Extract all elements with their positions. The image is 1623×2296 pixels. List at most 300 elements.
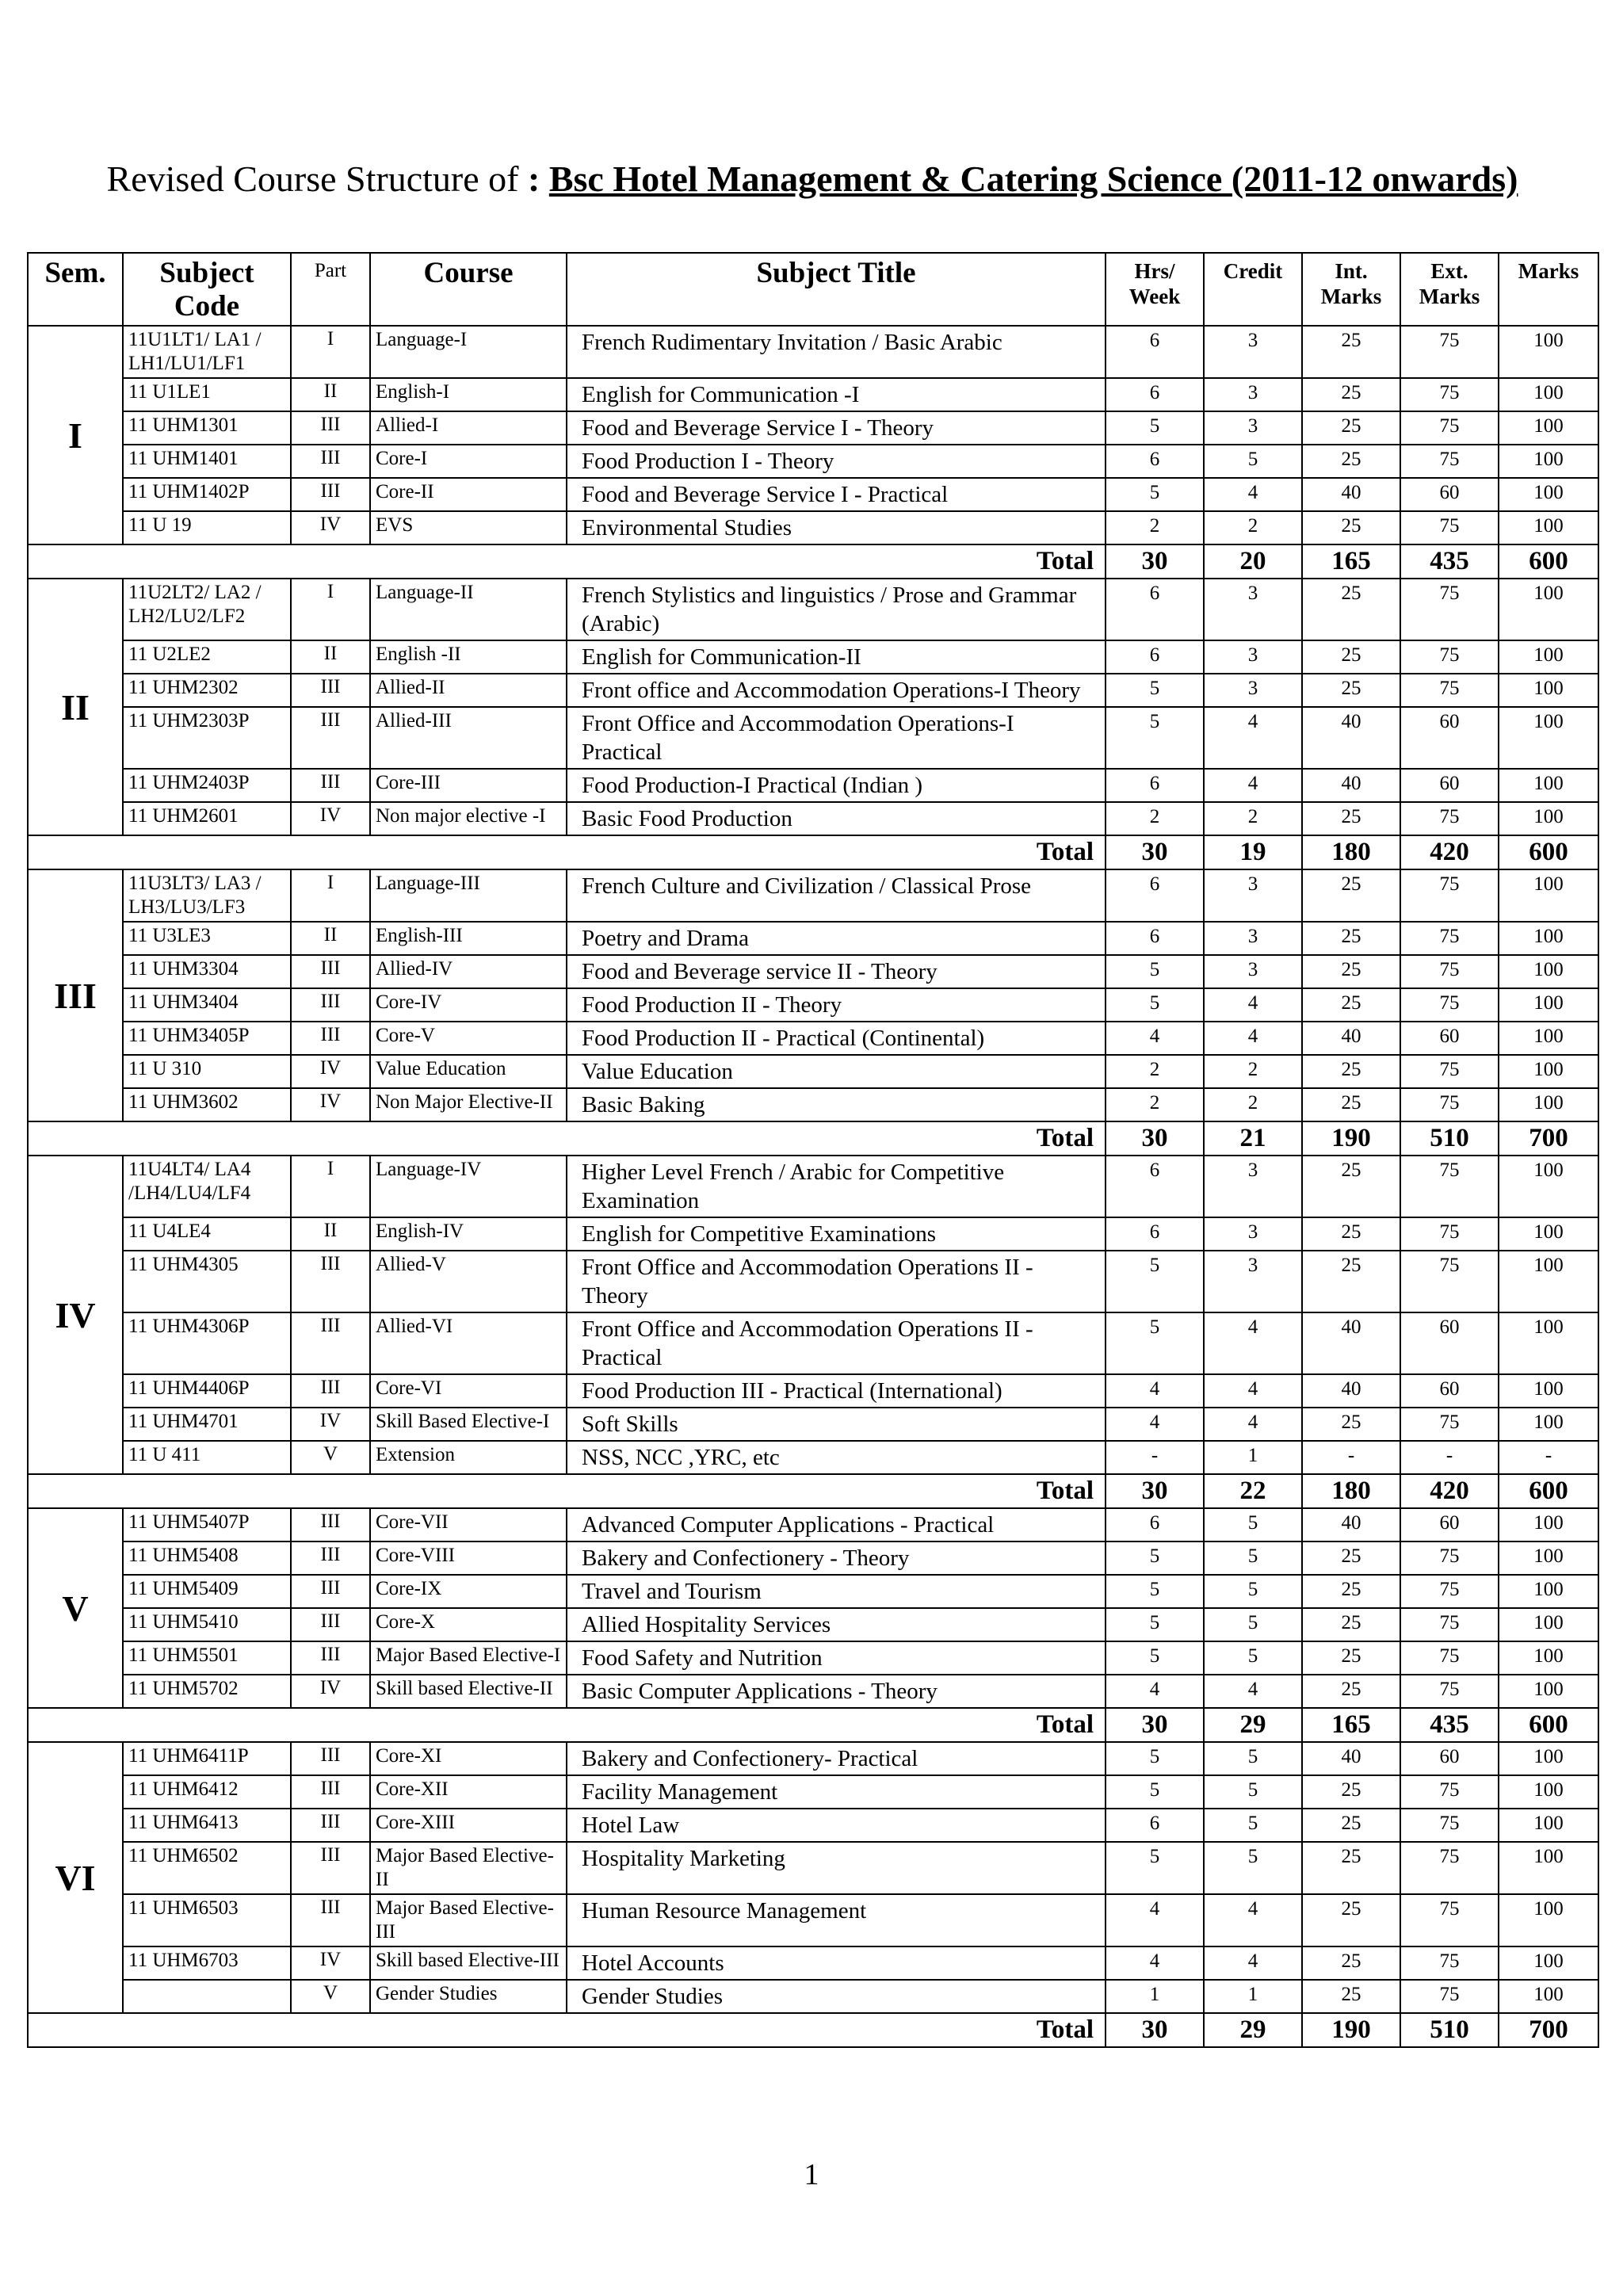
cell-code: 11 UHM2403P (123, 769, 291, 802)
total-ext: 435 (1400, 544, 1499, 579)
cell-title: Hotel Accounts (567, 1946, 1106, 1980)
cell-int: 25 (1302, 1217, 1400, 1251)
cell-hrs: 5 (1106, 1541, 1204, 1575)
cell-part: IV (291, 1946, 370, 1980)
cell-code: 11 UHM4406P (123, 1374, 291, 1408)
cell-title: Gender Studies (567, 1980, 1106, 2013)
cell-int: 25 (1302, 1641, 1400, 1675)
total-hrs: 30 (1106, 1708, 1204, 1742)
cell-marks: 100 (1499, 1775, 1598, 1809)
cell-hrs: 5 (1106, 988, 1204, 1022)
cell-course: Core-I (370, 445, 567, 478)
title-prefix: Revised Course Structure of (106, 159, 519, 199)
cell-title: Advanced Computer Applications - Practical (567, 1508, 1106, 1541)
cell-title: English for Communication-II (567, 640, 1106, 674)
cell-code: 11 U1LE1 (123, 378, 291, 411)
semester-label: VI (28, 1742, 123, 2013)
cell-int: 25 (1302, 1980, 1400, 2013)
total-int: 180 (1302, 1474, 1400, 1508)
cell-code: 11 UHM4306P (123, 1312, 291, 1374)
cell-credit: 5 (1204, 445, 1302, 478)
cell-part: III (291, 1575, 370, 1608)
cell-credit: 4 (1204, 1894, 1302, 1946)
cell-int: 25 (1302, 1575, 1400, 1608)
cell-part: IV (291, 1055, 370, 1088)
cell-ext: 60 (1400, 1508, 1499, 1541)
cell-part: III (291, 1374, 370, 1408)
cell-credit: 5 (1204, 1508, 1302, 1541)
cell-credit: 3 (1204, 579, 1302, 640)
cell-int: 25 (1302, 1675, 1400, 1708)
cell-part: III (291, 478, 370, 511)
cell-title: Value Education (567, 1055, 1106, 1088)
cell-course: Core-X (370, 1608, 567, 1641)
cell-part: III (291, 1894, 370, 1946)
table-row (28, 707, 1598, 769)
cell-ext: 75 (1400, 1575, 1499, 1608)
cell-part: IV (291, 1408, 370, 1441)
total-ext: 435 (1400, 1708, 1499, 1742)
cell-code: 11 UHM4305 (123, 1251, 291, 1312)
cell-hrs: 5 (1106, 1251, 1204, 1312)
total-marks: 600 (1499, 1708, 1598, 1742)
cell-int: 40 (1302, 769, 1400, 802)
cell-credit: 4 (1204, 1675, 1302, 1708)
cell-ext: 75 (1400, 640, 1499, 674)
cell-marks: 100 (1499, 1541, 1598, 1575)
total-ext: 510 (1400, 2013, 1499, 2047)
cell-credit: 4 (1204, 988, 1302, 1022)
table-body (28, 326, 1598, 2047)
cell-int: 25 (1302, 1946, 1400, 1980)
cell-ext: 75 (1400, 802, 1499, 835)
cell-title: Hospitality Marketing (567, 1842, 1106, 1894)
table-row (28, 378, 1598, 411)
cell-marks: 100 (1499, 1675, 1598, 1708)
cell-int: 25 (1302, 1608, 1400, 1641)
cell-int: 25 (1302, 1775, 1400, 1809)
cell-course: English-I (370, 378, 567, 411)
cell-part: III (291, 1641, 370, 1675)
cell-int: 25 (1302, 955, 1400, 988)
cell-code: 11 UHM3404 (123, 988, 291, 1022)
cell-part: III (291, 988, 370, 1022)
cell-part: III (291, 1742, 370, 1775)
cell-code: 11 UHM2601 (123, 802, 291, 835)
total-marks: 600 (1499, 544, 1598, 579)
cell-course: EVS (370, 511, 567, 544)
cell-int: 40 (1302, 1374, 1400, 1408)
cell-ext: 75 (1400, 1608, 1499, 1641)
cell-ext: 75 (1400, 1946, 1499, 1980)
cell-title: French Rudimentary Invitation / Basic Arabic (567, 326, 1106, 378)
cell-ext: 75 (1400, 1541, 1499, 1575)
cell-title: Food Production I - Theory (567, 445, 1106, 478)
cell-title: Food Safety and Nutrition (567, 1641, 1106, 1675)
cell-int: 25 (1302, 869, 1400, 922)
cell-marks: 100 (1499, 1408, 1598, 1441)
cell-course: Allied-V (370, 1251, 567, 1312)
cell-int: 25 (1302, 1251, 1400, 1312)
cell-marks: 100 (1499, 1641, 1598, 1675)
cell-marks: 100 (1499, 511, 1598, 544)
cell-ext: - (1400, 1441, 1499, 1474)
table-row (28, 922, 1598, 955)
cell-credit: 5 (1204, 1608, 1302, 1641)
cell-course: Core-III (370, 769, 567, 802)
cell-course: Language-II (370, 579, 567, 640)
total-marks: 700 (1499, 2013, 1598, 2047)
cell-code: 11 UHM3304 (123, 955, 291, 988)
table-row (28, 1894, 1598, 1946)
total-credit: 20 (1204, 544, 1302, 579)
cell-course: Core-VI (370, 1374, 567, 1408)
cell-credit: 4 (1204, 707, 1302, 769)
cell-course: Language-IV (370, 1156, 567, 1217)
cell-credit: 2 (1204, 1055, 1302, 1088)
cell-title: Front Office and Accommodation Operations-I Practical (567, 707, 1106, 769)
cell-course: Core-XI (370, 1742, 567, 1775)
cell-marks: 100 (1499, 1842, 1598, 1894)
cell-part: III (291, 1809, 370, 1842)
cell-int: 40 (1302, 707, 1400, 769)
cell-title: Front office and Accommodation Operations-I Theory (567, 674, 1106, 707)
cell-code (123, 1980, 291, 2013)
cell-credit: 3 (1204, 326, 1302, 378)
cell-part: III (291, 707, 370, 769)
cell-marks: 100 (1499, 1312, 1598, 1374)
cell-title: French Culture and Civilization / Classical Prose (567, 869, 1106, 922)
cell-hrs: 1 (1106, 1980, 1204, 2013)
cell-credit: 3 (1204, 1217, 1302, 1251)
table-row (28, 1251, 1598, 1312)
cell-int: 40 (1302, 1022, 1400, 1055)
header-title: Subject Title (567, 253, 1106, 326)
cell-code: 11 UHM5702 (123, 1675, 291, 1708)
cell-int: 25 (1302, 802, 1400, 835)
cell-credit: 3 (1204, 955, 1302, 988)
cell-course: English-IV (370, 1217, 567, 1251)
cell-marks: 100 (1499, 1508, 1598, 1541)
cell-int: 25 (1302, 411, 1400, 445)
cell-ext: 75 (1400, 511, 1499, 544)
cell-marks: 100 (1499, 378, 1598, 411)
cell-code: 11U2LT2/ LA2 / LH2/LU2/LF2 (123, 579, 291, 640)
cell-credit: 5 (1204, 1541, 1302, 1575)
cell-ext: 75 (1400, 411, 1499, 445)
table-row (28, 1156, 1598, 1217)
table-row (28, 674, 1598, 707)
cell-title: Allied Hospitality Services (567, 1608, 1106, 1641)
cell-hrs: 2 (1106, 511, 1204, 544)
table-row (28, 640, 1598, 674)
cell-code: 11 U2LE2 (123, 640, 291, 674)
cell-hrs: 6 (1106, 922, 1204, 955)
cell-hrs: 5 (1106, 1641, 1204, 1675)
table-row (28, 579, 1598, 640)
total-row (28, 835, 1598, 869)
cell-course: Core-IV (370, 988, 567, 1022)
cell-hrs: 6 (1106, 1809, 1204, 1842)
cell-hrs: 4 (1106, 1022, 1204, 1055)
cell-int: 25 (1302, 378, 1400, 411)
total-hrs: 30 (1106, 2013, 1204, 2047)
cell-code: 11 UHM6502 (123, 1842, 291, 1894)
header-int: Int. Marks (1302, 253, 1400, 326)
cell-part: V (291, 1980, 370, 2013)
cell-ext: 75 (1400, 445, 1499, 478)
table-row (28, 1022, 1598, 1055)
cell-marks: 100 (1499, 1088, 1598, 1121)
cell-part: III (291, 445, 370, 478)
cell-title: Food Production-I Practical (Indian ) (567, 769, 1106, 802)
title-colon: : (518, 159, 549, 199)
cell-credit: 5 (1204, 1742, 1302, 1775)
total-label: Total (28, 2013, 1106, 2047)
cell-marks: 100 (1499, 1374, 1598, 1408)
header-marks: Marks (1499, 253, 1598, 326)
cell-ext: 60 (1400, 769, 1499, 802)
cell-hrs: 5 (1106, 478, 1204, 511)
cell-part: I (291, 579, 370, 640)
total-label: Total (28, 1121, 1106, 1156)
cell-hrs: 5 (1106, 955, 1204, 988)
cell-ext: 75 (1400, 988, 1499, 1022)
cell-code: 11 UHM2303P (123, 707, 291, 769)
cell-marks: 100 (1499, 411, 1598, 445)
cell-int: 25 (1302, 988, 1400, 1022)
cell-int: - (1302, 1441, 1400, 1474)
cell-int: 25 (1302, 511, 1400, 544)
total-int: 190 (1302, 1121, 1400, 1156)
cell-credit: 3 (1204, 869, 1302, 922)
cell-hrs: 2 (1106, 802, 1204, 835)
cell-course: Core-VII (370, 1508, 567, 1541)
cell-int: 25 (1302, 579, 1400, 640)
cell-int: 40 (1302, 1742, 1400, 1775)
cell-code: 11 UHM3405P (123, 1022, 291, 1055)
cell-marks: 100 (1499, 769, 1598, 802)
table-row (28, 1088, 1598, 1121)
cell-credit: 5 (1204, 1842, 1302, 1894)
total-ext: 510 (1400, 1121, 1499, 1156)
cell-int: 25 (1302, 1156, 1400, 1217)
cell-credit: 4 (1204, 1022, 1302, 1055)
cell-ext: 60 (1400, 1312, 1499, 1374)
cell-credit: 4 (1204, 1408, 1302, 1441)
cell-part: III (291, 1312, 370, 1374)
cell-code: 11 UHM2302 (123, 674, 291, 707)
cell-part: III (291, 1842, 370, 1894)
cell-int: 25 (1302, 1541, 1400, 1575)
cell-course: Allied-III (370, 707, 567, 769)
table-row (28, 478, 1598, 511)
page-number: 1 (804, 2158, 819, 2191)
cell-marks: 100 (1499, 1980, 1598, 2013)
cell-int: 25 (1302, 1894, 1400, 1946)
semester-label: IV (28, 1156, 123, 1474)
table-row (28, 1842, 1598, 1894)
semester-label: V (28, 1508, 123, 1708)
header-row (28, 253, 1598, 326)
table-row (28, 955, 1598, 988)
table-row (28, 411, 1598, 445)
cell-code: 11U4LT4/ LA4 /LH4/LU4/LF4 (123, 1156, 291, 1217)
cell-ext: 75 (1400, 1809, 1499, 1842)
cell-ext: 75 (1400, 1156, 1499, 1217)
cell-title: Bakery and Confectionery- Practical (567, 1742, 1106, 1775)
document-title (79, 157, 1545, 201)
cell-course: Skill based Elective-II (370, 1675, 567, 1708)
cell-ext: 75 (1400, 869, 1499, 922)
cell-int: 25 (1302, 326, 1400, 378)
total-label: Total (28, 544, 1106, 579)
cell-hrs: 2 (1106, 1055, 1204, 1088)
header-hrs: Hrs/ Week (1106, 253, 1204, 326)
total-row (28, 1474, 1598, 1508)
cell-course: Allied-I (370, 411, 567, 445)
cell-title: Basic Food Production (567, 802, 1106, 835)
cell-course: Allied-II (370, 674, 567, 707)
semester-label: I (28, 326, 123, 544)
cell-ext: 60 (1400, 707, 1499, 769)
cell-code: 11 UHM4701 (123, 1408, 291, 1441)
cell-code: 11 UHM5501 (123, 1641, 291, 1675)
cell-code: 11 U 310 (123, 1055, 291, 1088)
cell-course: Core-V (370, 1022, 567, 1055)
cell-code: 11 UHM6413 (123, 1809, 291, 1842)
header-part: Part (291, 253, 370, 326)
total-int: 165 (1302, 1708, 1400, 1742)
table-row (28, 1809, 1598, 1842)
table-row (28, 1641, 1598, 1675)
cell-credit: 5 (1204, 1775, 1302, 1809)
cell-part: III (291, 769, 370, 802)
cell-hrs: 6 (1106, 378, 1204, 411)
cell-int: 25 (1302, 1088, 1400, 1121)
header-code: Subject Code (123, 253, 291, 326)
cell-course: Major Based Elective-III (370, 1894, 567, 1946)
cell-marks: 100 (1499, 1251, 1598, 1312)
cell-marks: 100 (1499, 579, 1598, 640)
cell-code: 11 UHM6503 (123, 1894, 291, 1946)
cell-title: Front Office and Accommodation Operations II - Practical (567, 1312, 1106, 1374)
total-int: 190 (1302, 2013, 1400, 2047)
cell-credit: 3 (1204, 922, 1302, 955)
cell-credit: 4 (1204, 478, 1302, 511)
cell-title: Food and Beverage Service I - Theory (567, 411, 1106, 445)
cell-title: Human Resource Management (567, 1894, 1106, 1946)
cell-hrs: 6 (1106, 1156, 1204, 1217)
cell-title: Soft Skills (567, 1408, 1106, 1441)
cell-ext: 75 (1400, 1408, 1499, 1441)
cell-code: 11 UHM5409 (123, 1575, 291, 1608)
cell-title: Basic Computer Applications - Theory (567, 1675, 1106, 1708)
cell-ext: 75 (1400, 326, 1499, 378)
cell-int: 25 (1302, 1842, 1400, 1894)
cell-hrs: 6 (1106, 769, 1204, 802)
cell-int: 25 (1302, 1809, 1400, 1842)
cell-course: Allied-VI (370, 1312, 567, 1374)
total-credit: 22 (1204, 1474, 1302, 1508)
cell-code: 11U3LT3/ LA3 / LH3/LU3/LF3 (123, 869, 291, 922)
cell-hrs: 6 (1106, 640, 1204, 674)
cell-title: Food and Beverage service II - Theory (567, 955, 1106, 988)
cell-marks: 100 (1499, 869, 1598, 922)
cell-title: Food and Beverage Service I - Practical (567, 478, 1106, 511)
cell-part: I (291, 326, 370, 378)
cell-code: 11U1LT1/ LA1 / LH1/LU1/LF1 (123, 326, 291, 378)
cell-marks: 100 (1499, 478, 1598, 511)
total-hrs: 30 (1106, 835, 1204, 869)
cell-credit: 3 (1204, 674, 1302, 707)
table-row (28, 1312, 1598, 1374)
cell-code: 11 UHM5408 (123, 1541, 291, 1575)
cell-title: English for Communication -I (567, 378, 1106, 411)
cell-ext: 75 (1400, 674, 1499, 707)
cell-part: II (291, 640, 370, 674)
cell-course: Core-XIII (370, 1809, 567, 1842)
cell-hrs: 6 (1106, 445, 1204, 478)
table-row (28, 445, 1598, 478)
cell-ext: 75 (1400, 1775, 1499, 1809)
table-row (28, 802, 1598, 835)
cell-ext: 75 (1400, 1980, 1499, 2013)
cell-course: Non major elective -I (370, 802, 567, 835)
cell-part: IV (291, 802, 370, 835)
cell-code: 11 UHM6703 (123, 1946, 291, 1980)
cell-int: 40 (1302, 1312, 1400, 1374)
total-hrs: 30 (1106, 544, 1204, 579)
cell-part: II (291, 378, 370, 411)
cell-course: Value Education (370, 1055, 567, 1088)
table-row (28, 1541, 1598, 1575)
cell-part: III (291, 1508, 370, 1541)
cell-hrs: 5 (1106, 1575, 1204, 1608)
cell-course: Skill Based Elective-I (370, 1408, 567, 1441)
cell-marks: 100 (1499, 1894, 1598, 1946)
cell-ext: 75 (1400, 1251, 1499, 1312)
total-int: 165 (1302, 544, 1400, 579)
cell-course: Skill based Elective-III (370, 1946, 567, 1980)
semester-label: II (28, 579, 123, 835)
total-row (28, 1121, 1598, 1156)
cell-code: 11 UHM6411P (123, 1742, 291, 1775)
total-label: Total (28, 1474, 1106, 1508)
cell-int: 40 (1302, 1508, 1400, 1541)
cell-int: 25 (1302, 674, 1400, 707)
cell-credit: 4 (1204, 1374, 1302, 1408)
cell-title: Bakery and Confectionery - Theory (567, 1541, 1106, 1575)
cell-int: 40 (1302, 478, 1400, 511)
cell-ext: 75 (1400, 1675, 1499, 1708)
header-ext: Ext. Marks (1400, 253, 1499, 326)
cell-marks: 100 (1499, 1055, 1598, 1088)
cell-part: IV (291, 1088, 370, 1121)
cell-title: Front Office and Accommodation Operations II - Theory (567, 1251, 1106, 1312)
cell-ext: 60 (1400, 1742, 1499, 1775)
cell-course: Language-III (370, 869, 567, 922)
semester-label: III (28, 869, 123, 1121)
cell-hrs: 4 (1106, 1408, 1204, 1441)
cell-code: 11 UHM1301 (123, 411, 291, 445)
cell-credit: 2 (1204, 1088, 1302, 1121)
cell-marks: 100 (1499, 326, 1598, 378)
table-row (28, 1775, 1598, 1809)
table-row (28, 1217, 1598, 1251)
cell-hrs: 6 (1106, 1217, 1204, 1251)
cell-ext: 60 (1400, 478, 1499, 511)
